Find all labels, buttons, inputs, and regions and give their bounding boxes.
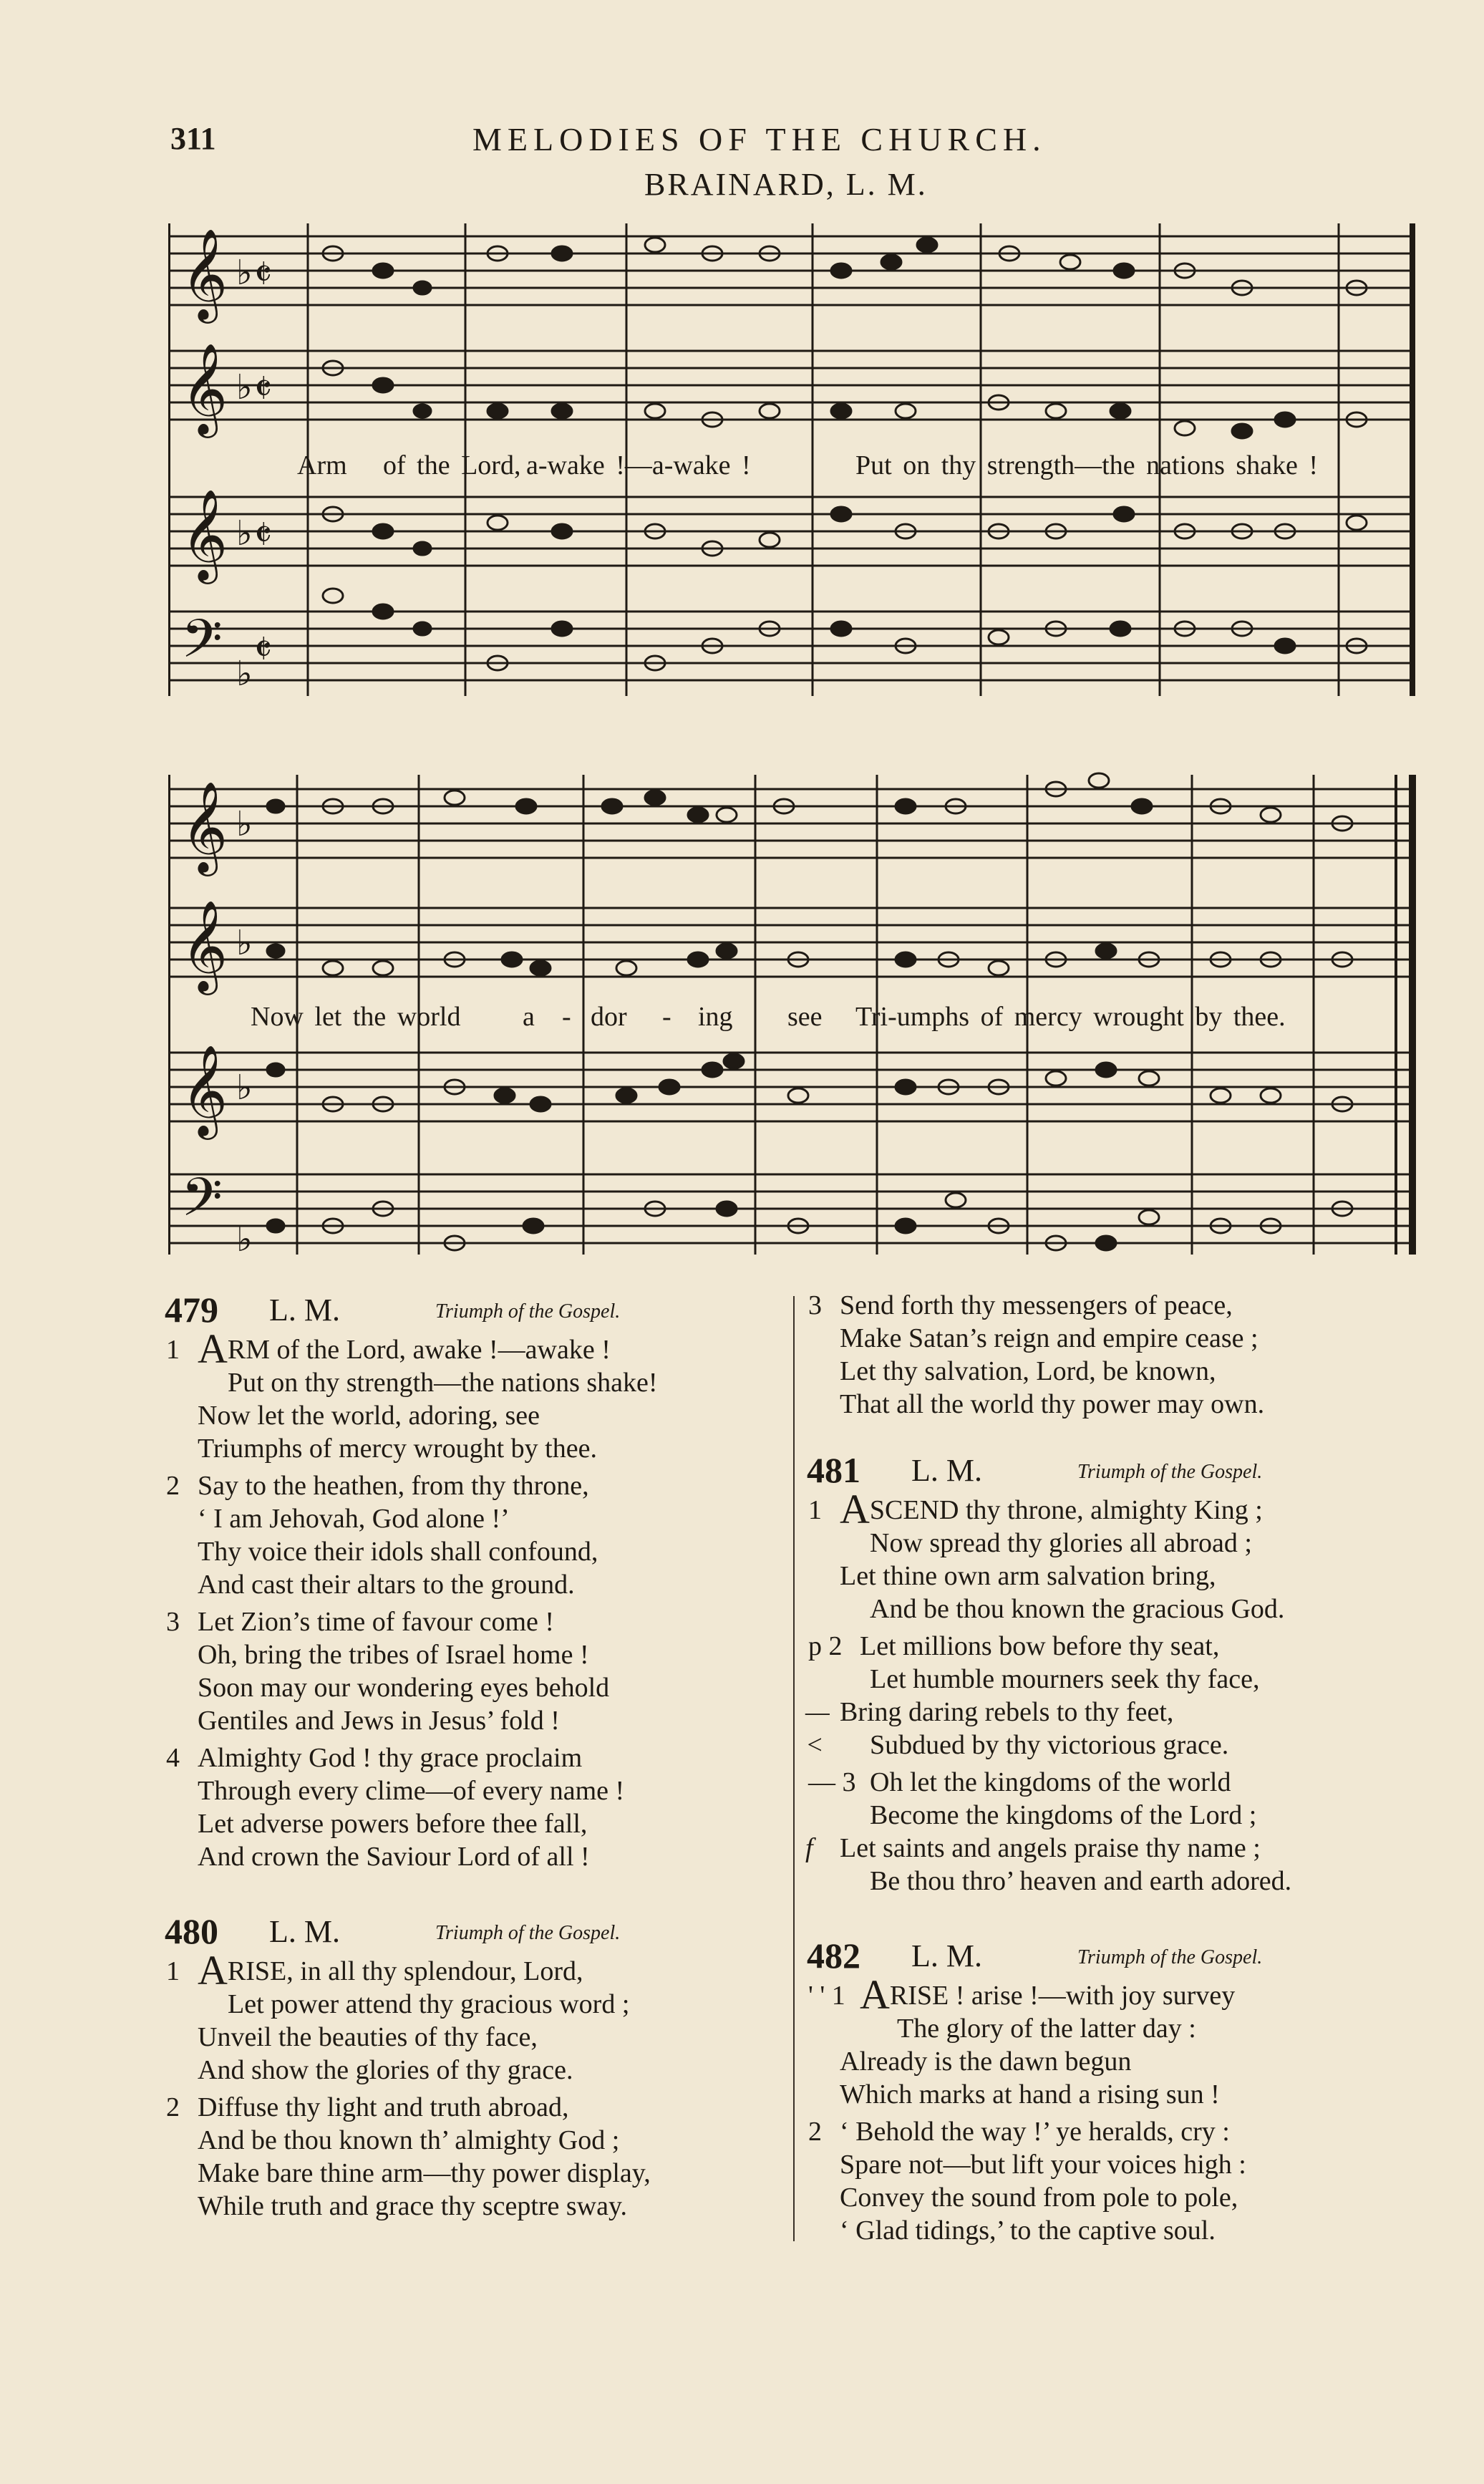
verse-text: SCEND thy throne, almighty King ; (869, 1495, 1263, 1525)
stanza (805, 1766, 1435, 1898)
verse-line: Make bare thine arm—thy power display, (198, 2158, 651, 2188)
lyric-word: Put on thy strength—the nations shake ! (855, 450, 1319, 480)
verse-line (805, 1630, 1435, 1663)
verse-text: Say to the heathen, from thy throne, (198, 1471, 589, 1501)
verse-line (163, 1947, 793, 1994)
hymn-subject: Triumph of the Gospel. (435, 1300, 621, 1323)
lyric-word: see (787, 1002, 823, 1032)
verse-line: The glory of the latter day : (897, 2014, 1196, 2044)
svg-text:♭: ♭ (236, 367, 253, 407)
hymn-meter: L. M. (911, 1938, 982, 1973)
svg-text:𝄞: 𝄞 (181, 342, 228, 434)
dynamic-mark: — (805, 1697, 830, 1727)
svg-text:𝄞: 𝄞 (181, 899, 228, 991)
verse-line (805, 1832, 1435, 1865)
verse-line (805, 1289, 1435, 1322)
lyric-word: Arm (297, 450, 347, 480)
verse-line: Soon may our wondering eyes behold (198, 1673, 610, 1703)
stanza (805, 2115, 1435, 2247)
stanza (805, 1289, 1435, 1421)
verse-line: And be thou known th’ almighty God ; (198, 2125, 620, 2155)
hymn-479 (163, 1289, 793, 1873)
verse-text: Let saints and angels praise thy name ; (840, 1833, 1261, 1863)
drop-cap: A (840, 1486, 870, 1532)
hymn-480-continued (805, 1289, 1435, 1421)
verse-text: ‘ Behold the way !’ ye heralds, cry : (840, 2117, 1230, 2147)
verse-number: 1 (808, 1495, 822, 1525)
hymn-subject: Triumph of the Gospel. (1077, 1946, 1263, 1968)
hymn-heading (163, 1289, 793, 1329)
lyric-word: a (523, 1002, 535, 1032)
verse-line: Let humble mourners seek thy face, (870, 1664, 1260, 1694)
svg-text:𝄵: 𝄵 (254, 251, 273, 298)
drop-cap: A (198, 1947, 228, 1994)
verse-line: And show the glories of thy grace. (198, 2055, 573, 2085)
verse-number: 2 (166, 2092, 180, 2122)
verse-line (163, 1469, 793, 1502)
verse-line: Thy voice their idols shall confound, (198, 1537, 598, 1567)
verse-line: And cast their altars to the ground. (198, 1570, 575, 1600)
verse-line: Now spread thy glories all abroad ; (870, 1528, 1252, 1558)
stanza (163, 1469, 793, 1601)
svg-text:𝄢: 𝄢 (181, 608, 223, 683)
verse-number: 1 (166, 1956, 180, 1986)
svg-text:♭: ♭ (236, 923, 253, 963)
verse-number: 1 (166, 1335, 180, 1365)
verse-text: Send forth thy messengers of peace, (840, 1290, 1233, 1320)
hymn-subject: Triumph of the Gospel. (1077, 1461, 1263, 1483)
verse-line: Triumphs of mercy wrought by thee. (198, 1434, 597, 1464)
svg-text:𝄞: 𝄞 (181, 781, 228, 872)
verse-text: Oh let the kingdoms of the world (870, 1767, 1231, 1797)
verse-line: Oh, bring the tribes of Israel home ! (198, 1640, 589, 1670)
lyric-word: a-wake !—a-wake ! (526, 450, 751, 480)
svg-text:𝄞: 𝄞 (181, 228, 228, 319)
svg-text:♭: ♭ (236, 253, 253, 293)
verse-line: Let power attend thy gracious word ; (228, 1989, 630, 2019)
verse-line: Spare not—but lift your voices high : (840, 2150, 1246, 2180)
lyric-line-2 (168, 1001, 1417, 1034)
running-title: MELODIES OF THE CHURCH. (472, 121, 1047, 158)
lyric-word: Tri-umphs of mercy wrought by thee. (855, 1002, 1286, 1032)
lyric-word: Now let the world (251, 1002, 461, 1032)
verse-line: That all the world thy power may own. (840, 1389, 1265, 1419)
svg-text:𝄞: 𝄞 (181, 488, 228, 580)
verse-line: Let thine own arm salvation bring, (840, 1561, 1216, 1591)
hymn-482 (805, 1935, 1435, 2247)
verse-text: RM of the Lord, awake !—awake ! (227, 1335, 611, 1365)
verse-line: Gentiles and Jews in Jesus’ fold ! (198, 1706, 560, 1736)
hymn-meter: L. M. (269, 1292, 340, 1328)
verse-line: Through every clime—of every name ! (198, 1776, 625, 1806)
verse-text: Let Zion’s time of favour come ! (198, 1607, 555, 1637)
verse-line: Unveil the beauties of thy face, (198, 2022, 538, 2052)
verse-number: 2 (808, 2117, 822, 2147)
hymn-texts (0, 1289, 1484, 2291)
svg-text:♭: ♭ (236, 513, 253, 554)
verse-line: While truth and grace thy sceptre sway. (198, 2191, 628, 2221)
verse-line: Become the kingdoms of the Lord ; (870, 1800, 1257, 1830)
verse-line: ‘ Glad tidings,’ to the captive soul. (840, 2215, 1216, 2246)
dynamic-mark: f (805, 1833, 813, 1863)
music-system-2 (168, 760, 1417, 1262)
music-system-1 (168, 209, 1417, 703)
lyric-word: - (562, 1002, 571, 1032)
verse-text: RISE, in all thy splendour, Lord, (227, 1956, 583, 1986)
verse-line (805, 1486, 1435, 1532)
stanza (163, 1325, 793, 1465)
verse-line (163, 1741, 793, 1774)
verse-line: Let adverse powers before thee fall, (198, 1809, 588, 1839)
verse-number: 3 (808, 1290, 822, 1320)
verse-number: 4 (166, 1743, 180, 1773)
stanza (805, 1630, 1435, 1761)
svg-text:𝄵: 𝄵 (254, 512, 273, 559)
stanza (805, 1486, 1435, 1625)
verse-line: Let thy salvation, Lord, be known, (840, 1356, 1216, 1386)
hymn-number: 479 (165, 1290, 218, 1330)
stanza (805, 1971, 1435, 2111)
drop-cap: A (198, 1325, 228, 1372)
hymn-number: 482 (807, 1936, 860, 1976)
lyric-word: of the Lord, (383, 450, 521, 480)
hymn-number: 480 (165, 1911, 218, 1951)
verse-number: — 3 (808, 1767, 856, 1797)
lyric-line-1 (168, 450, 1417, 483)
verse-line: Be thou thro’ heaven and earth adored. (870, 1866, 1292, 1896)
verse-text: RISE ! arise !—with joy survey (889, 1981, 1236, 2011)
stanza (163, 1741, 793, 1873)
verse-number: 3 (166, 1607, 180, 1637)
verse-line (805, 1729, 1435, 1761)
verse-text: Almighty God ! thy grace proclaim (198, 1743, 583, 1773)
svg-text:♭: ♭ (236, 1068, 253, 1108)
verse-line: ‘ I am Jehovah, God alone !’ (198, 1504, 510, 1534)
verse-line: Make Satan’s reign and empire cease ; (840, 1323, 1259, 1353)
svg-text:𝄞: 𝄞 (181, 1044, 228, 1136)
stanza (163, 1605, 793, 1737)
verse-line: Already is the dawn begun (840, 2046, 1132, 2077)
hymn-meter: L. M. (911, 1453, 982, 1488)
verse-text: Bring daring rebels to thy feet, (840, 1697, 1174, 1727)
verse-number: p 2 (808, 1631, 843, 1661)
hymn-meter: L. M. (269, 1914, 340, 1949)
hymn-heading (163, 1910, 793, 1951)
verse-line (163, 1325, 793, 1372)
verse-line (163, 2091, 793, 2124)
svg-text:𝄵: 𝄵 (254, 627, 273, 673)
svg-text:♭: ♭ (236, 804, 253, 844)
svg-text:♭: ♭ (236, 654, 253, 694)
lyric-word: - (662, 1002, 671, 1032)
hymn-heading (805, 1449, 1435, 1489)
hymn-subject: Triumph of the Gospel. (435, 1922, 621, 1944)
page-number: 311 (170, 121, 216, 156)
left-column (163, 1289, 793, 2260)
verse-line: And crown the Saviour Lord of all ! (198, 1842, 590, 1872)
column-divider (793, 1296, 795, 2241)
verse-text: Let millions bow before thy seat, (860, 1631, 1220, 1661)
right-column (805, 1289, 1435, 2284)
verse-line: And be thou known the gracious God. (870, 1594, 1285, 1624)
svg-text:♭: ♭ (236, 1219, 253, 1260)
verse-number: ' ' 1 (808, 1981, 845, 2011)
verse-line (805, 2115, 1435, 2148)
tune-title: BRAINARD, L. M. (644, 167, 928, 202)
stanza (163, 2091, 793, 2223)
verse-line: Now let the world, adoring, see (198, 1401, 540, 1431)
verse-line: Convey the sound from pole to pole, (840, 2183, 1238, 2213)
verse-text: Subdued by thy victorious grace. (870, 1730, 1229, 1760)
dynamic-mark: < (805, 1730, 824, 1760)
verse-line: Put on thy strength—the nations shake! (228, 1368, 658, 1398)
verse-line (805, 1696, 1435, 1729)
verse-line (805, 1766, 1435, 1799)
verse-text: Diffuse thy light and truth abroad, (198, 2092, 569, 2122)
svg-text:𝄵: 𝄵 (254, 366, 273, 412)
verse-line (163, 1605, 793, 1638)
hymn-number: 481 (807, 1450, 860, 1490)
verse-line (805, 1971, 1435, 2018)
drop-cap: A (860, 1971, 890, 2018)
lyric-word: ing (698, 1002, 733, 1032)
page-header (0, 120, 1484, 163)
hymn-480 (163, 1910, 793, 2223)
verse-line: Which marks at hand a rising sun ! (840, 2079, 1220, 2110)
stanza (163, 1947, 793, 2087)
verse-number: 2 (166, 1471, 180, 1501)
hymn-481 (805, 1449, 1435, 1898)
hymn-heading (805, 1935, 1435, 1975)
lyric-word: dor (591, 1002, 627, 1032)
svg-text:𝄢: 𝄢 (181, 1166, 223, 1242)
